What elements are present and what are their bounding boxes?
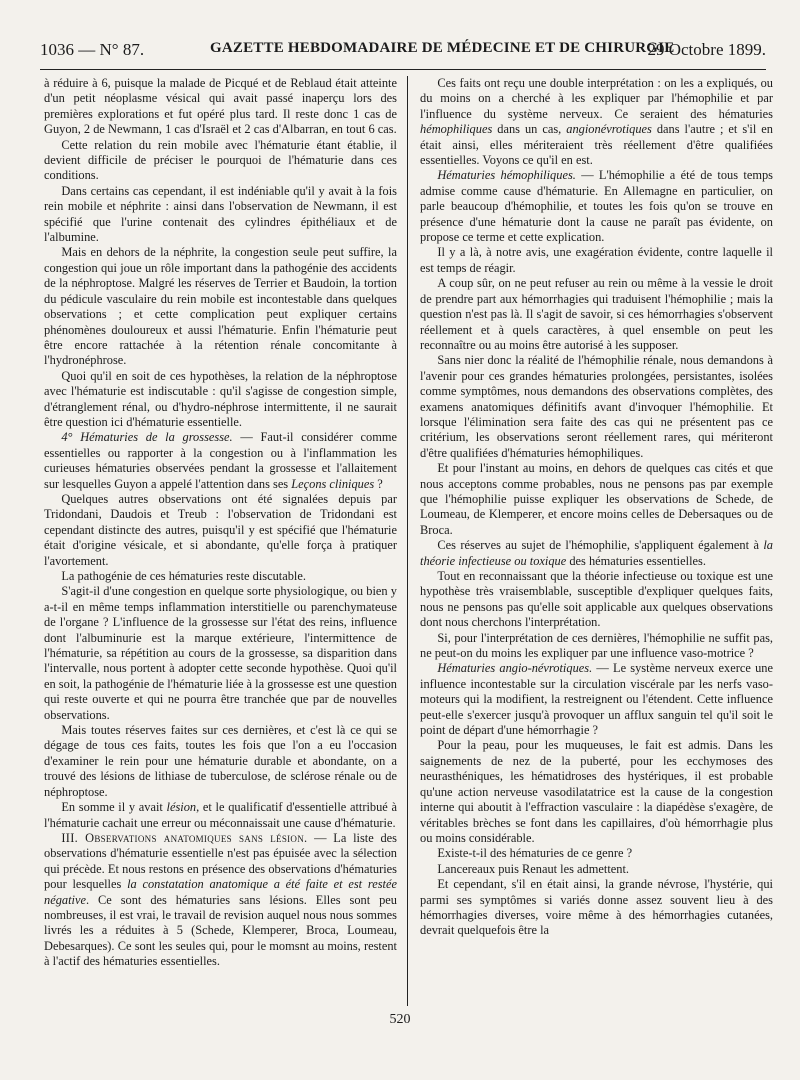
paragraph: Et cependant, s'il en était ainsi, la grande névrose, l'hystérie, qui parmi ses symptômes si variés donne assez souvent lieu à des hémorrhagies diverses, voire même à des hémorrhagies cutanées, devrait quelquefois être la [420, 877, 773, 938]
paragraph [420, 168, 773, 245]
paragraph: Quoi qu'il en soit de ces hypothèses, la relation de la néphroptose avec l'hématurie est indiscutable : qu'il s'agisse de congestion simple, d'étranglement rénal, ou d'hydro-néphrose intermittente, il ne saurait être question ici d'hématurie essentielle. [44, 368, 397, 429]
paragraph-text: Ces réserves au sujet de l'hémophilie, s'appliquent également à [437, 538, 764, 553]
paragraph-text: des hématuries essentielles. [566, 553, 706, 568]
emphasis: lésion [166, 800, 197, 815]
paragraph: Si, pour l'interprétation de ces dernières, l'hémophilie ne suffit pas, ne peut-on du moins les expliquer par une influence vaso-motrice ? [420, 630, 773, 661]
paragraph-text: dans un cas, [492, 122, 567, 137]
paragraph: La pathogénie de ces hématuries reste discutable. [61, 569, 306, 583]
paragraph-text: — La liste des observations d'hématurie essentielle n'est pas épuisée avec la sélection qui précède. Et nous restons en présence des observations d'hématuries pour lesquelles [44, 830, 397, 892]
section-heading: Hématuries hémophiliques. [437, 168, 576, 183]
paragraph: Il y a là, à notre avis, une exagération évidente, contre laquelle il est temps de réagir. [420, 245, 773, 275]
right-column [420, 76, 773, 1006]
emphasis: angionévrotiques [566, 122, 652, 137]
emphasis: hémophiliques [420, 122, 493, 137]
paragraph-text: . Ce sont des hématuries sans lésions. Elles sont peu nombreuses, il est vrai, le travail de revision auquel nous nous sommes livrés les a réduites à 5 (Schede, Klemperer, Broca, Loumeau, Debesarques). Ce sont les seules qui, pour le momsnt au moins, restent à l'actif des hématuries essentielles. [44, 892, 397, 969]
paragraph [44, 800, 397, 831]
header-rule [40, 69, 766, 70]
page-issue: 1036 — N° 87. [40, 40, 145, 59]
paragraph: Sans nier donc la réalité de l'hémophilie rénale, nous demandons à l'avenir pour ces grandes hématuries prolongées, persistantes, isolées comme symptômes, nous demandons des observations complètes, des examens anatomiques définitifs avant d'invoquer l'hémophilie. Et lorsque l'élimination sera faite des cas qui ne présentent pas ce critérium, les observations seront réellement rares, qui mériteront d'être qualifiées d'hématuries hémophiliques. [420, 353, 773, 460]
left-column [44, 76, 397, 1006]
paragraph-text: — L'hémophilie a été de tous temps admise comme cause d'hématurie. En Allemagne en particulier, on parle beaucoup d'hémophilie, et toutes les fois qu'on se trouve en présence d'une hématurie dont la cause ne paraît pas évidente, on propose ce terme et cette explication. [420, 168, 773, 245]
paragraph: A coup sûr, on ne peut refuser au rein ou même à la vessie le droit de prendre part aux hémorrhagies qui traduisent l'hémophilie ; mais la question n'est pas là. Il s'agit de savoir, si ces hémorrhagies s'observent réellement et à quels caractères, à quel ensemble on peut les reconnaître ou au moins être autorisé à les supposer. [420, 276, 773, 352]
paragraph [420, 76, 773, 168]
page-header [40, 10, 766, 62]
paragraph: Lancereaux puis Renaut les admettent. [437, 861, 629, 876]
paragraph: Mais en dehors de la néphrite, la congestion seule peut suffire, la congestion qui joue un rôle important dans la pathogénie des accidents de la néphroptose. Malgré les réserves de Terrier et Baudoin, la tortion du pédicule vasculaire du rein mobile est incontestable dans quelques observations ; et cette complication peut expliquer certains phénomènes douloureux et aussi l'hématurie. Enfin l'hématurie peut être encore rattachée à la rétention rénale concomitante à l'hydronéphrose. [44, 245, 397, 368]
column-divider [407, 76, 408, 1006]
section-heading: Hématuries angio-névrotiques. [437, 661, 593, 676]
paragraph: Existe-t-il des hématuries de ce genre ? [437, 846, 633, 861]
paragraph: Mais toutes réserves faites sur ces dernières, et c'est là ce qui se dégage de tous ces faits, toutes les fois que l'on a eu l'occasion d'examiner le rein pour une hématurie durable et abondante, on a trouvé des lésions de lithiase de tuberculose, de sclérose rénale ou de néphroptose. [44, 723, 397, 799]
paragraph: Et pour l'instant au moins, en dehors de quelques cas cités et que nous acceptons comme probables, nous ne pensons pas par exemple que l'hémophilie puisse expliquer les observations de Schede, de Loumeau, de Klemperer, et encore moins celles de Debersaques ou de Broca. [420, 461, 773, 537]
issue-date: 29 Octobre 1899. [647, 40, 766, 59]
paragraph [44, 430, 397, 492]
paragraph-text: ? [374, 476, 383, 491]
paragraph: à réduire à 6, puisque la malade de Picqué et de Reblaud était atteinte d'un petit néoplasme vésical qui avait passé inaperçu lors des premières explorations et fut opéré plus tard. Il reste donc 1 cas de Guyon, 2 de Newmann, 1 cas d'Israël et 2 cas d'Albarran, en tout 6 cas. [44, 76, 397, 137]
paragraph-text: — Le système nerveux exerce une influence incontestable sur la circulation viscérale par les nerfs vaso-moteurs qui la modifient, la restreignent ou l'étendent. Cette influence peut-elle s'exercer jusqu'à provoquer un afflux sanguin tel qu'il soit le point de départ d'une hémorrhagie ? [420, 661, 773, 738]
paragraph-text: En somme il y avait [61, 800, 167, 815]
emphasis: la théorie infectieuse ou toxique [420, 538, 773, 568]
paragraph: Cette relation du rein mobile avec l'hématurie étant établie, il devient difficile de préciser le pourquoi de l'hématurie dans ces conditions. [44, 137, 397, 183]
paragraph [44, 831, 397, 970]
paragraph-text: , et le qualificatif d'essentielle attribué à l'hématurie cachait une erreur ou méconnaissait une cause d'hématurie. [44, 800, 397, 830]
section-heading: 4° Hématuries de la grossesse. [61, 430, 233, 445]
paragraph [420, 661, 773, 738]
paragraph: Quelques autres observations ont été signalées depuis par Tridondani, Daudois et Treub : l'observation de Tridondani est cependant distincte des autres, puisqu'il y est spécifié que l'hématurie était d'origine vésicale, et si abondante, qu'elle força à pratiquer l'avortement. [44, 491, 397, 568]
paragraph-text: dans l'autre ; et s'il en était ainsi, elles mériteraient très réellement d'être qualifiées essentielles. Voyons ce qu'il en est. [420, 122, 773, 168]
paragraph: Dans certains cas cependant, il est indéniable qu'il y avait à la fois rein mobile et néphrite : ainsi dans l'observation de Newmann, il est spécifié que l'urine contenait des cylindres épithéliaux et de l'albumine. [44, 183, 397, 245]
paragraph-text: — Faut-il considérer comme essentielles ou rapporter à la congestion ou à l'inflammation les curieuses hématuries observées pendant la grossesse et l'allaitement sur lesquelles Guyon a appelé l'attention dans ses [44, 430, 397, 491]
page-number: 520 [389, 1012, 411, 1027]
paragraph: S'agit-il d'une congestion en quelque sorte physiologique, ou bien y a-t-il en même temps inflammation interstitielle ou parenchymateuse de l'organe ? L'influence de la grossesse sur l'état des reins, influence dont l'albuminurie est la marque extérieure, l'intermittence de l'hématurie, sa répétition au cours de la grossesse, sa disparition dans l'intervalle, nous portent à adopter cette seconde hypothèse. Quoi qu'il en soit, la pathogénie de l'hématurie liée à la grossesse est une question qui reste ouverte et qui ne pourra être tranchée que par de nouvelles observations. [44, 584, 397, 722]
book-title: Leçons cliniques [291, 476, 375, 491]
journal-title: GAZETTE HEBDOMADAIRE DE MÉDECINE ET DE CHIRURGIE [210, 40, 675, 56]
emphasis: la constatation anatomique a été faite et est restée négative [44, 877, 397, 907]
section-heading: III. Observations anatomiques sans lésion. [61, 830, 308, 845]
paragraph: Tout en reconnaissant que la théorie infectieuse ou toxique est une hypothèse très vraisemblable, susceptible d'expliquer quelques faits, nous ne pensons pas qu'elle soit applicable aux quelques observations dont nous cherchons l'interprétation. [420, 569, 773, 630]
paragraph-text: Ces faits ont reçu une double interprétation : on les a expliqués, ou du moins on a cherché à les expliquer par l'hémophilie et par l'influence du système nerveux. Ce seraient des hématuries [420, 76, 773, 121]
paragraph [420, 538, 773, 569]
paragraph: Pour la peau, pour les muqueuses, le fait est admis. Dans les saignements de nez de la puberté, pour les ecchymoses des neurasthéniques, les hématidroses des hystériques, il est probable qu'une action nerveuse vasodilatatrice est la cause de la congestion interne qui aboutit à l'effraction vasculaire : la diapédèse s'exagère, de véritables brèches se font dans les capillaires, d'où hémorrhagie plus ou moins considérable. [420, 738, 773, 845]
